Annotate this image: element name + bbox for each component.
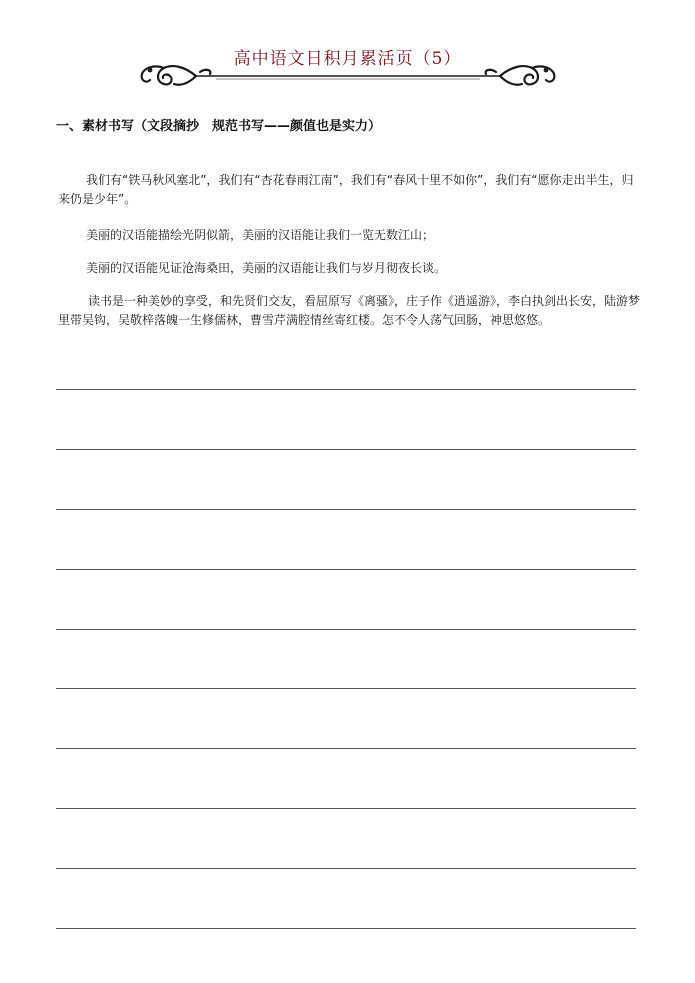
- writing-line[interactable]: [56, 389, 636, 390]
- passage-paragraph: 我们有“铁马秋风塞北”，我们有“杏花春雨江南”，我们有“春风十里不如你”，我们有“愿你走出半生，归来仍是少年”。: [58, 173, 634, 206]
- writing-line[interactable]: [56, 629, 636, 630]
- passage-paragraph: 读书是一种美妙的享受，和先贤们交友，看屈原写《离骚》，庄子作《逍遥游》，李白执剑出长安，陆游梦里带吴钩，吴敬梓落魄一生修儒林，曹雪芹满腔情丝寄红楼。怎不令人荡气回肠，神思悠悠。: [58, 294, 641, 327]
- writing-line[interactable]: [56, 449, 636, 450]
- writing-line[interactable]: [56, 928, 636, 929]
- section-heading: 一、素材书写（文段摘抄 规范书写——颜值也是实力）: [56, 119, 382, 134]
- passage-paragraph: 美丽的汉语能描绘光阴似箭，美丽的汉语能让我们一览无数江山；: [86, 228, 435, 242]
- writing-line[interactable]: [56, 509, 636, 510]
- writing-line[interactable]: [56, 569, 636, 570]
- writing-area[interactable]: [56, 0, 636, 983]
- writing-line[interactable]: [56, 808, 636, 809]
- writing-line[interactable]: [56, 688, 636, 689]
- writing-line[interactable]: [56, 748, 636, 749]
- page-title: 高中语文日积月累活页（5）: [233, 49, 462, 69]
- writing-line[interactable]: [56, 868, 636, 869]
- passage-paragraph: 美丽的汉语能见证沧海桑田，美丽的汉语能让我们与岁月彻夜长谈。: [86, 261, 447, 275]
